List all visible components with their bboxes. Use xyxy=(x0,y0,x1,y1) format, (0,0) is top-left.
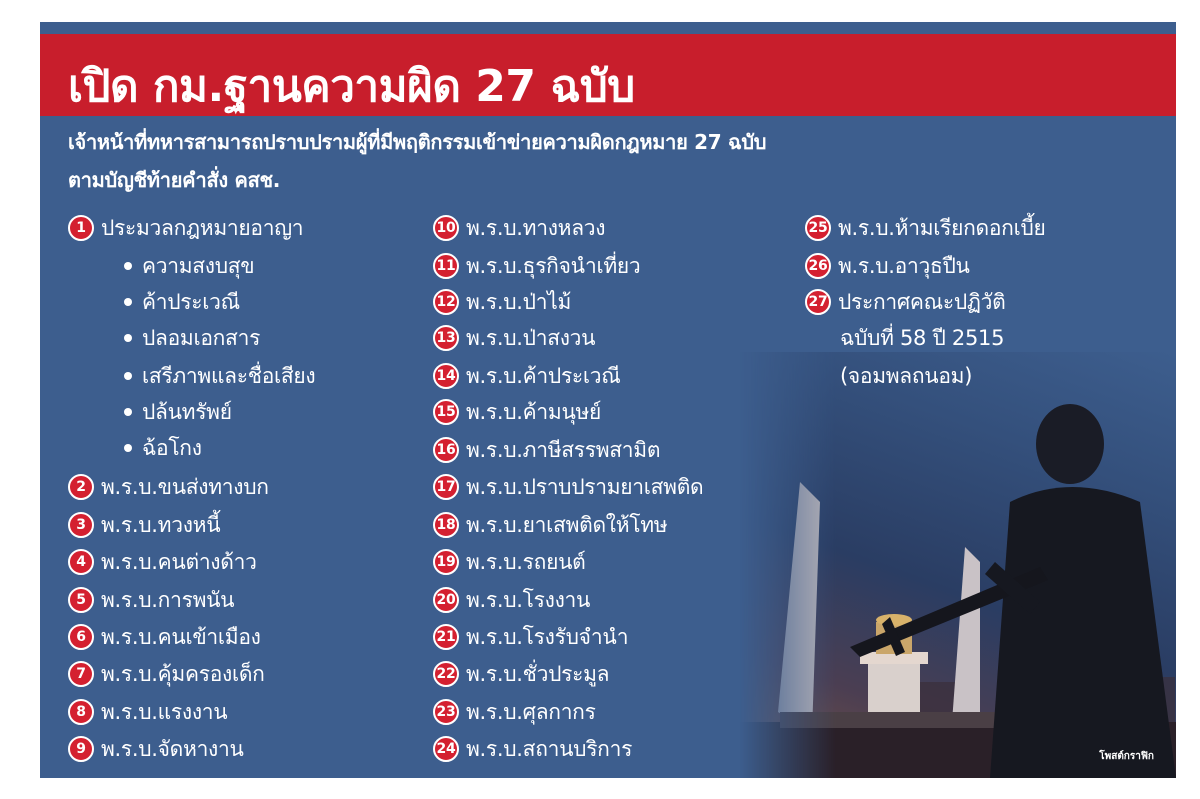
continuation-line: ฉบับที่ 58 ปี 2515 xyxy=(840,325,1005,350)
monument-and-soldier-illustration xyxy=(740,352,1176,778)
list-item xyxy=(805,284,1006,320)
list-item xyxy=(433,432,660,468)
number-badge: 6 xyxy=(68,624,94,650)
credit-label: โพสต์กราฟิก xyxy=(1099,751,1154,762)
law-label: พ.ร.บ.การพนัน xyxy=(101,587,235,612)
list-item xyxy=(433,210,605,246)
sub-list-item xyxy=(124,358,315,394)
law-label: พ.ร.บ.คุ้มครองเด็ก xyxy=(101,661,265,686)
bullet-icon xyxy=(124,334,132,342)
number-badge: 17 xyxy=(433,474,459,500)
number-badge: 4 xyxy=(68,549,94,575)
list-item xyxy=(433,694,596,730)
number-badge: 10 xyxy=(433,215,459,241)
law-label: พ.ร.บ.ค้ามนุษย์ xyxy=(466,399,602,424)
law-label: พ.ร.บ.ค้าประเวณี xyxy=(466,363,621,388)
number-badge: 22 xyxy=(433,661,459,687)
law-label: พ.ร.บ.ชั่วประมูล xyxy=(466,661,610,686)
law-label: พ.ร.บ.อาวุธปืน xyxy=(838,253,970,278)
bullet-icon xyxy=(124,262,132,270)
list-item xyxy=(433,248,640,284)
list-item xyxy=(68,619,261,655)
sub-list-item xyxy=(124,320,260,356)
number-badge: 26 xyxy=(805,253,831,279)
law-label: พ.ร.บ.ปราบปรามยาเสพติด xyxy=(466,474,704,499)
list-item xyxy=(433,544,585,580)
number-badge: 16 xyxy=(433,437,459,463)
number-badge: 20 xyxy=(433,587,459,613)
sub-item-label: ฉ้อโกง xyxy=(142,435,202,460)
list-item xyxy=(68,582,234,618)
sub-list-item xyxy=(124,248,254,284)
list-item xyxy=(433,656,609,692)
bullet-icon xyxy=(124,298,132,306)
title-bar xyxy=(40,34,1176,116)
law-label: พ.ร.บ.ป่าไม้ xyxy=(466,289,572,314)
list-item xyxy=(68,694,227,730)
number-badge: 12 xyxy=(433,289,459,315)
list-item xyxy=(433,731,632,767)
list-item xyxy=(68,544,257,580)
law-label: พ.ร.บ.ทวงหนี้ xyxy=(101,512,221,537)
list-item xyxy=(433,394,601,430)
law-label: พ.ร.บ.จัดหางาน xyxy=(101,736,244,761)
number-badge: 15 xyxy=(433,399,459,425)
law-label: พ.ร.บ.โรงรับจำนำ xyxy=(466,624,629,649)
number-badge: 1 xyxy=(68,215,94,241)
bullet-icon xyxy=(124,444,132,452)
number-badge: 25 xyxy=(805,215,831,241)
number-badge: 14 xyxy=(433,363,459,389)
law-label: ประมวลกฎหมายอาญา xyxy=(101,215,304,240)
law-label: พ.ร.บ.แรงงาน xyxy=(101,699,228,724)
law-label: พ.ร.บ.ป่าสงวน xyxy=(466,325,596,350)
sub-list-item xyxy=(124,430,202,466)
list-item xyxy=(805,248,970,284)
sub-item-label: เสรีภาพและชื่อเสียง xyxy=(142,363,316,388)
number-badge: 2 xyxy=(68,474,94,500)
sub-item-label: ปลอมเอกสาร xyxy=(142,325,261,350)
law-label: พ.ร.บ.รถยนต์ xyxy=(466,549,586,574)
number-badge: 27 xyxy=(805,289,831,315)
list-item xyxy=(433,469,703,505)
law-label: พ.ร.บ.สถานบริการ xyxy=(466,736,633,761)
list-item xyxy=(68,507,220,543)
number-badge: 11 xyxy=(433,253,459,279)
law-label: พ.ร.บ.ศุลกากร xyxy=(466,699,596,724)
law-label: ประกาศคณะปฏิวัติ xyxy=(838,289,1006,314)
list-item xyxy=(68,210,303,246)
background-photo xyxy=(740,352,1176,778)
sub-item-label: ปล้นทรัพย์ xyxy=(142,399,232,424)
number-badge: 24 xyxy=(433,736,459,762)
number-badge: 9 xyxy=(68,736,94,762)
bullet-icon xyxy=(124,372,132,380)
law-label: พ.ร.บ.คนต่างด้าว xyxy=(101,549,257,574)
sub-item-label: ความสงบสุข xyxy=(142,253,255,278)
page-title: เปิด กม.ฐานความผิด 27 ฉบับ xyxy=(68,61,635,112)
list-item xyxy=(433,358,620,394)
number-badge: 13 xyxy=(433,325,459,351)
infographic-panel xyxy=(40,22,1176,778)
list-item xyxy=(805,210,1046,246)
sub-list-item xyxy=(124,394,232,430)
number-badge: 5 xyxy=(68,587,94,613)
number-badge: 3 xyxy=(68,512,94,538)
number-badge: 8 xyxy=(68,699,94,725)
law-label: พ.ร.บ.ขนส่งทางบก xyxy=(101,474,269,499)
list-item xyxy=(68,469,269,505)
number-badge: 23 xyxy=(433,699,459,725)
law-label: พ.ร.บ.ธุรกิจนำเที่ยว xyxy=(466,253,641,278)
list-item xyxy=(433,507,667,543)
law-label: พ.ร.บ.คนเข้าเมือง xyxy=(101,624,261,649)
list-item xyxy=(433,320,595,356)
subtitle-line-1: เจ้าหน้าที่ทหารสามารถปราบปรามผู้ที่มีพฤติกรรมเข้าข่ายความผิดกฎหมาย 27 ฉบับ xyxy=(68,130,767,154)
list-item xyxy=(68,731,244,767)
law-label: พ.ร.บ.ห้ามเรียกดอกเบี้ย xyxy=(838,215,1046,240)
list-item xyxy=(433,619,628,655)
law-label: พ.ร.บ.ทางหลวง xyxy=(466,215,606,240)
number-badge: 18 xyxy=(433,512,459,538)
law-label: พ.ร.บ.โรงงาน xyxy=(466,587,591,612)
sub-list-item xyxy=(124,284,240,320)
continuation-line: (จอมพลถนอม) xyxy=(840,363,973,388)
number-badge: 19 xyxy=(433,549,459,575)
sub-item-label: ค้าประเวณี xyxy=(142,289,240,314)
number-badge: 7 xyxy=(68,661,94,687)
law-label: พ.ร.บ.ยาเสพติดให้โทษ xyxy=(466,512,668,537)
list-item xyxy=(433,582,590,618)
list-item xyxy=(433,284,571,320)
list-item xyxy=(68,656,265,692)
subtitle-line-2: ตามบัญชีท้ายคำสั่ง คสช. xyxy=(68,168,281,192)
bullet-icon xyxy=(124,408,132,416)
number-badge: 21 xyxy=(433,624,459,650)
law-label: พ.ร.บ.ภาษีสรรพสามิต xyxy=(466,437,661,462)
